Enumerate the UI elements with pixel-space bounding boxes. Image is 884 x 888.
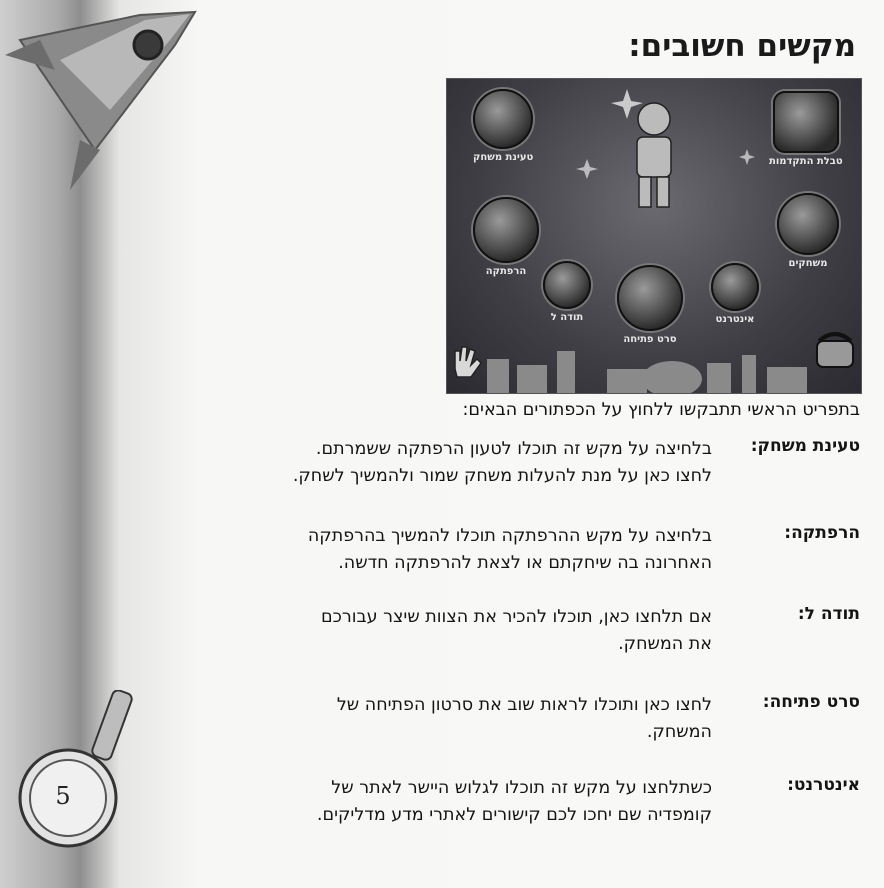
definition-line: בלחיצה על מקש ההרפתקה תוכלו להמשיך בהרפתקה — [307, 526, 712, 546]
telescope-icon — [711, 263, 759, 311]
definition-line: המשחק. — [646, 722, 712, 742]
definition-line: האחרונה בה שיחקתם או לצאת להרפתקה חדשה. — [338, 553, 712, 573]
definition-line: לחצו כאן על מנת להעלות משחק שמור ולהמשיך לשחק. — [292, 466, 712, 486]
menu-button-games: משחקים — [777, 193, 839, 269]
menu-button-adventure: הרפתקה — [473, 197, 539, 277]
plant-icon — [543, 261, 591, 309]
menu-button-intro-movie: סרט פתיחה — [617, 265, 683, 345]
definition-line: את המשחק. — [618, 634, 712, 654]
page-title: מקשים חשובים: — [628, 28, 856, 64]
hand-icon — [455, 347, 481, 377]
intro-text: בתפריט הראשי תתבקשו ללחוץ על הכפתורים הבאים: — [462, 400, 860, 420]
entry-definition — [192, 692, 712, 746]
definition-line: לחצו כאן ותוכלו לראות שוב את סרטון הפתיחה של — [336, 695, 712, 715]
bleed-through-text — [180, 285, 189, 315]
house-icon — [473, 89, 533, 149]
dragon-icon — [473, 197, 539, 263]
entry-term: תודה ל: — [797, 604, 860, 624]
magnifier-icon — [10, 690, 150, 860]
entry-definition — [192, 604, 712, 658]
entry-term: טעינת משחק: — [750, 436, 860, 456]
menu-button-progress: טבלת התקדמות — [769, 91, 843, 167]
definition-line: אם תלחצו כאן, תוכלו להכיר את הצוות שיצר עבורכם — [321, 607, 712, 627]
definition-line: בלחיצה על מקש זה תוכלו לטעון הרפתקה ששמרתם. — [315, 439, 712, 459]
entry-term: סרט פתיחה: — [762, 692, 860, 712]
entry-definition — [192, 775, 712, 829]
page-number: 5 — [55, 782, 71, 810]
book-icon — [773, 91, 839, 153]
dog-icon — [617, 265, 683, 331]
menu-button-load-game: טעינת משחק — [473, 89, 533, 163]
entry-definition — [192, 436, 712, 490]
phone-icon — [813, 327, 859, 371]
entry-definition — [192, 523, 712, 577]
definition-line: כשתלחצו על מקש זה תוכלו לגלוש היישר לאתר של — [331, 778, 712, 798]
menu-button-thanks: תודה ל — [543, 261, 591, 323]
games-icon — [777, 193, 839, 255]
entry-term: הרפתקה: — [784, 523, 860, 543]
definition-line: קומפדיה שם יחכו לכם קישורים לאתרי מדע מדליקים. — [316, 805, 712, 825]
entry-term: אינטרנט: — [787, 775, 860, 795]
kid-character — [637, 103, 671, 207]
menu-button-internet: אינטרנט — [711, 263, 759, 325]
rocket-icon — [0, 0, 210, 200]
menu-screenshot — [446, 78, 862, 394]
